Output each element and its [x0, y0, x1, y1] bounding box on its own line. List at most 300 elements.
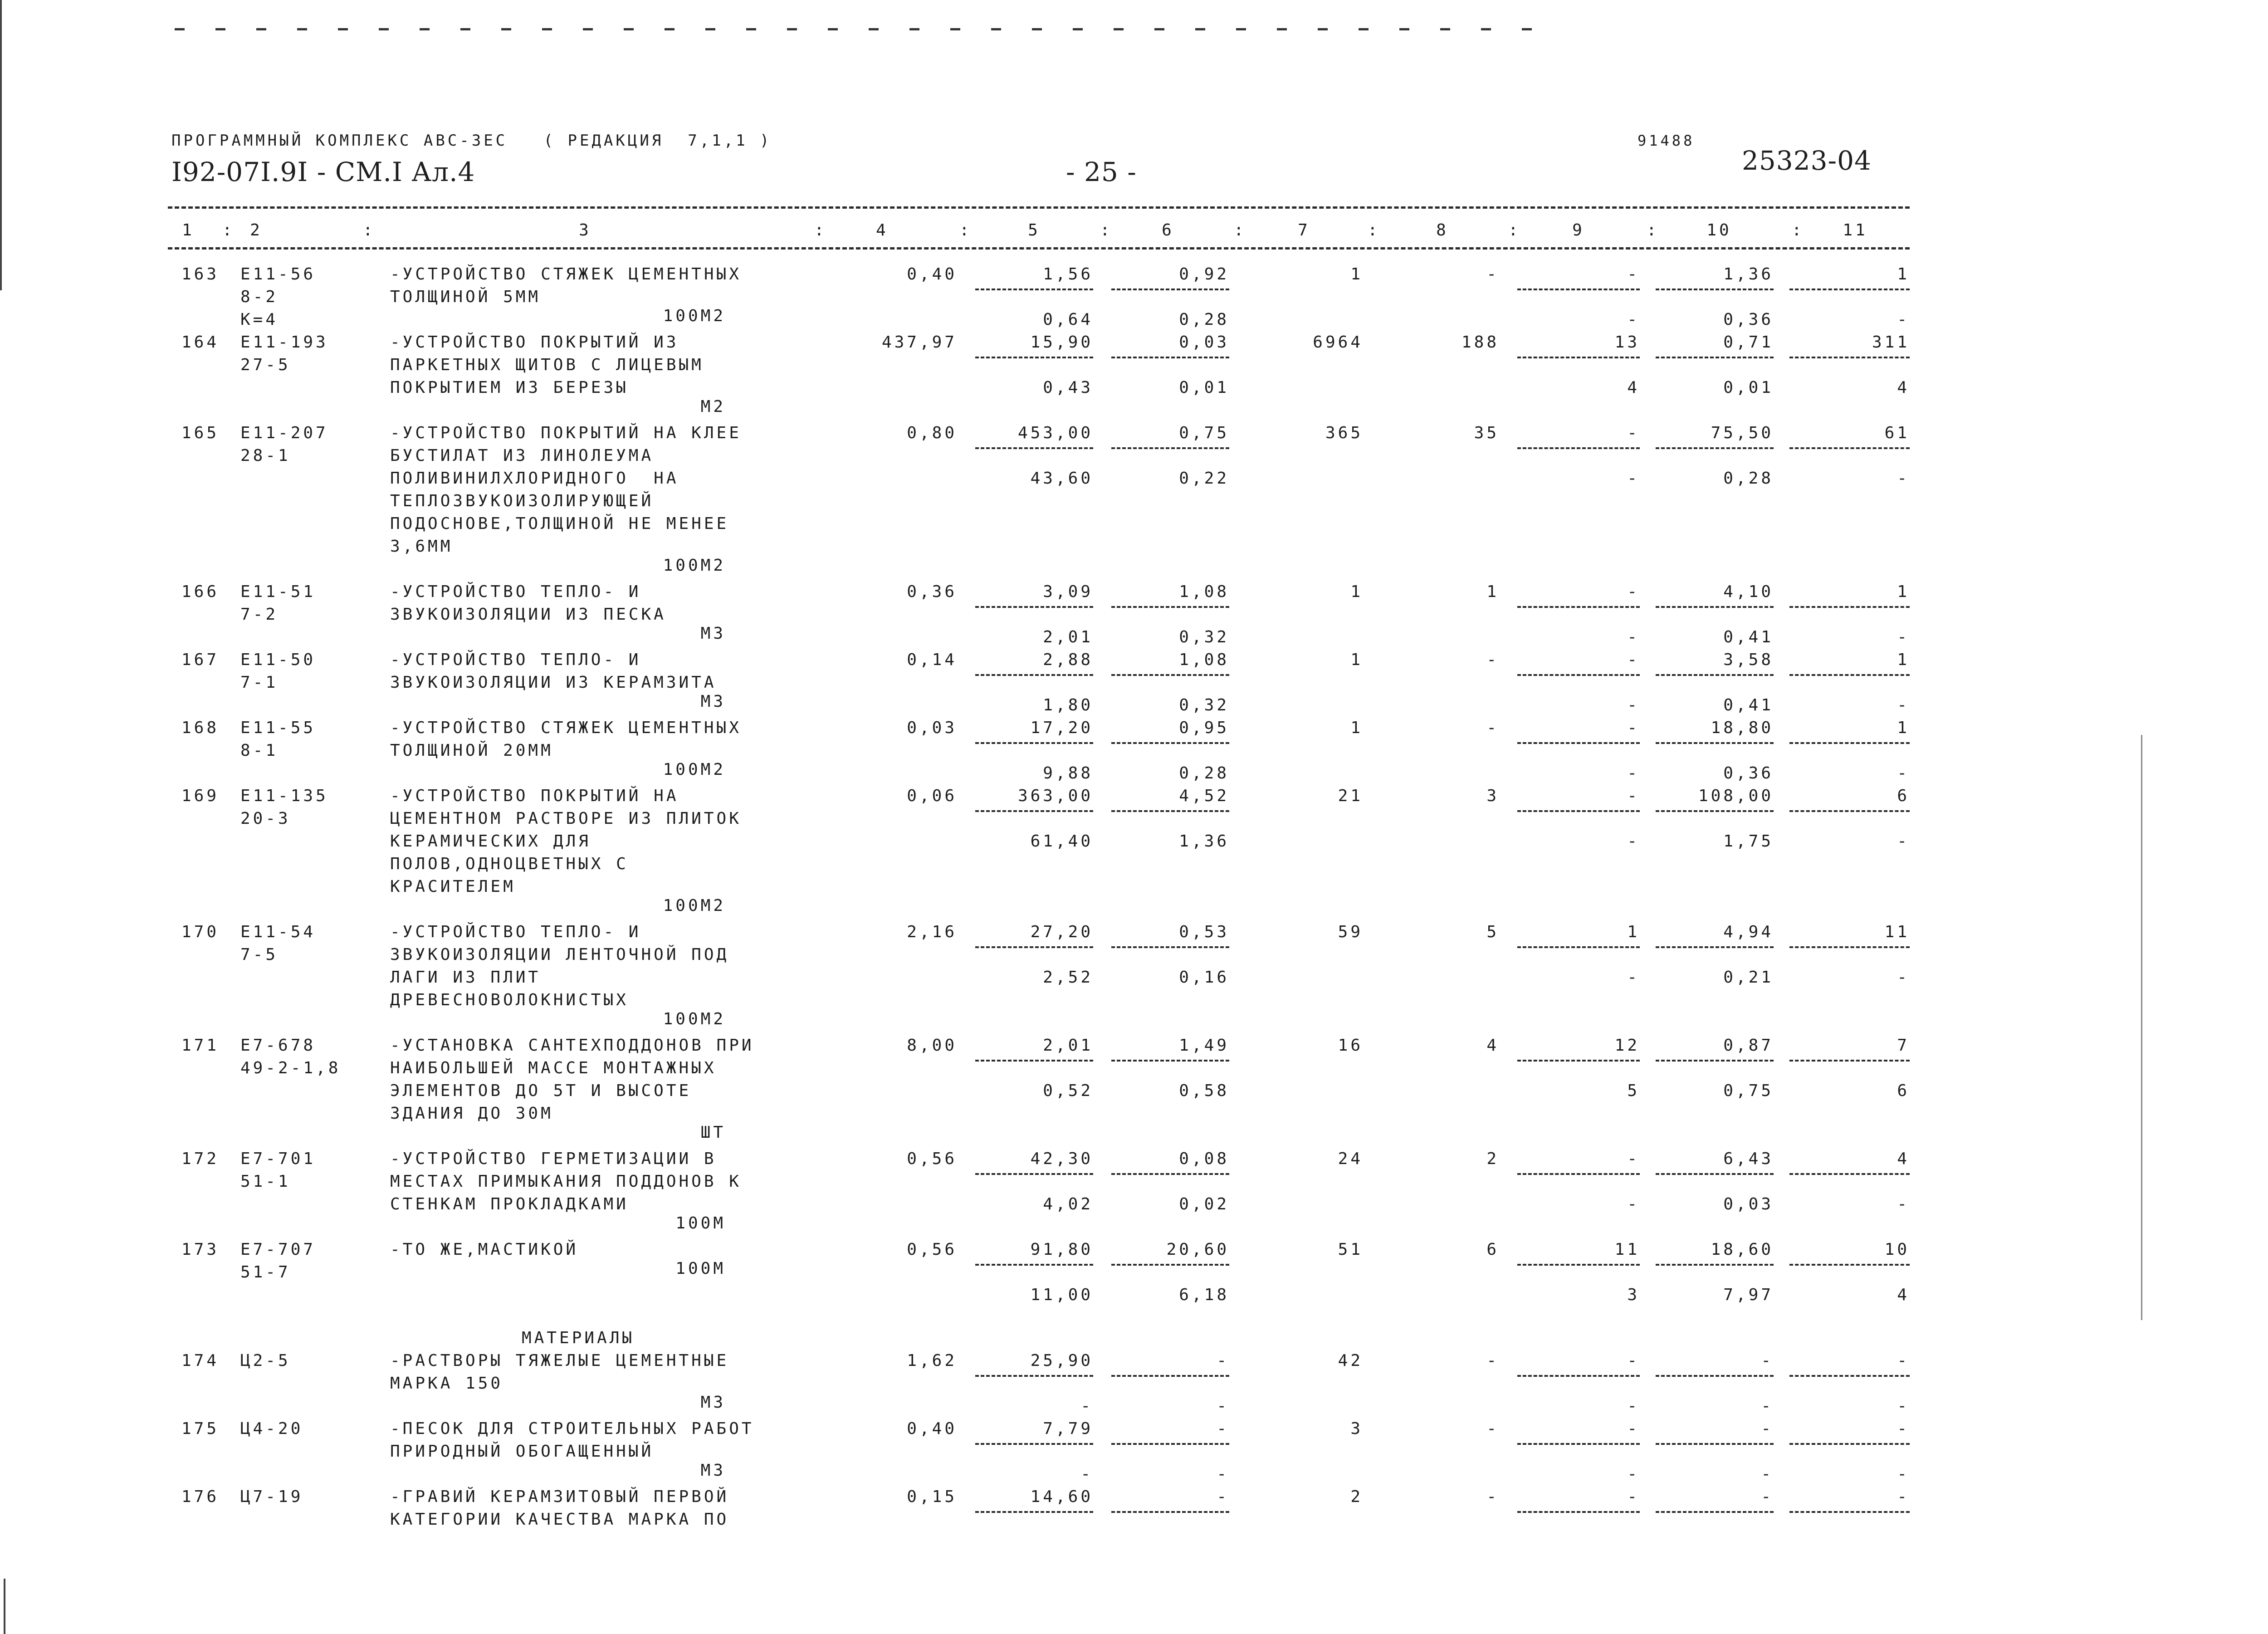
labor-hours: 18,60 — [1711, 1240, 1774, 1259]
scan-edge — [4, 1579, 5, 1634]
labor-hours: 0,75 — [1723, 1081, 1774, 1100]
unit-cost-wages: 0,32 — [1179, 628, 1229, 646]
perforation-mark — [828, 28, 838, 30]
rate-code: Е11-50 — [240, 651, 316, 669]
labor-total: 1 — [1897, 651, 1910, 669]
rate-code: Е11-51 — [240, 582, 316, 601]
work-description: ПОЛОВ,ОДНОЦВЕТНЫХ С — [390, 855, 629, 873]
labor-hours: 0,41 — [1723, 628, 1774, 646]
work-description: -УСТРОЙСТВО СТЯЖЕК ЦЕМЕНТНЫХ — [390, 265, 742, 284]
labor-total: - — [1897, 968, 1910, 987]
work-description: ТОЛЩИНОЙ 5ММ — [390, 288, 541, 306]
labor-hours: 1,36 — [1723, 265, 1774, 284]
labor-total: - — [1897, 832, 1910, 851]
cell-divider — [975, 1173, 1093, 1175]
unit-cost-total: 15,90 — [1030, 333, 1093, 352]
unit-of-measure: М3 — [700, 1393, 726, 1412]
cell-divider — [1656, 1375, 1774, 1377]
quantity: 8,00 — [907, 1036, 957, 1055]
unit-cost-wages: 0,28 — [1179, 764, 1229, 783]
labor-total: 1 — [1897, 719, 1910, 737]
perforation-mark — [746, 28, 756, 30]
column-number: 6 — [1162, 221, 1174, 240]
cell-divider — [1517, 357, 1640, 358]
cell-divider — [975, 946, 1093, 948]
quantity: 0,56 — [907, 1240, 957, 1259]
total-wages: 4 — [1486, 1036, 1499, 1055]
labor-total: - — [1897, 310, 1910, 329]
cell-divider — [1111, 289, 1229, 290]
unit-cost-total: 43,60 — [1030, 469, 1093, 488]
unit-cost-total: 7,79 — [1043, 1419, 1093, 1438]
labor-hours: 6,43 — [1723, 1150, 1774, 1168]
machine-cost: - — [1627, 310, 1640, 329]
work-description: ТОЛЩИНОЙ 20ММ — [390, 741, 553, 760]
perforation-mark — [1440, 28, 1450, 30]
unit-cost-total: 453,00 — [1017, 424, 1093, 442]
labor-hours: 18,80 — [1711, 719, 1774, 737]
row-number: 176 — [181, 1487, 220, 1506]
work-description: -УСТРОЙСТВО ТЕПЛО- И — [390, 651, 641, 669]
labor-hours: 108,00 — [1698, 787, 1774, 805]
work-description: КАТЕГОРИИ КАЧЕСТВА МАРКА ПО — [390, 1510, 729, 1529]
work-description: ПОЛИВИНИЛХЛОРИДНОГО НА — [390, 469, 679, 488]
labor-total: - — [1897, 1487, 1910, 1506]
cell-divider — [1789, 1511, 1910, 1513]
cell-divider — [1517, 1375, 1640, 1377]
cell-divider — [1111, 946, 1229, 948]
cell-divider — [1517, 674, 1640, 676]
unit-cost-total: 0,43 — [1043, 378, 1093, 397]
cell-divider — [1111, 742, 1229, 744]
labor-total: - — [1897, 469, 1910, 488]
unit-of-measure: М3 — [700, 624, 726, 643]
column-number: 8 — [1436, 221, 1449, 240]
work-description: КРАСИТЕЛЕМ — [390, 877, 516, 896]
unit-cost-total: 2,52 — [1043, 968, 1093, 987]
unit-cost-wages: 1,08 — [1179, 582, 1229, 601]
row-number: 167 — [181, 651, 220, 669]
perforation-mark — [1073, 28, 1083, 30]
perforation-mark — [1195, 28, 1205, 30]
unit-of-measure: М2 — [700, 397, 726, 416]
rate-code: Е7-701 — [240, 1150, 316, 1168]
work-description: -ПЕСОК ДЛЯ СТРОИТЕЛЬНЫХ РАБОТ — [390, 1419, 754, 1438]
labor-hours: - — [1761, 1351, 1774, 1370]
unit-cost-wages: 0,22 — [1179, 469, 1229, 488]
column-number: 9 — [1572, 221, 1585, 240]
total-cost: 16 — [1338, 1036, 1363, 1055]
perforation-mark — [1154, 28, 1164, 30]
cell-divider — [1111, 1443, 1229, 1445]
labor-total: - — [1897, 696, 1910, 714]
labor-total: 311 — [1872, 333, 1910, 352]
quantity: 1,62 — [907, 1351, 957, 1370]
total-cost: 42 — [1338, 1351, 1363, 1370]
column-number: 10 — [1706, 221, 1732, 240]
cell-divider — [1111, 1264, 1229, 1266]
unit-cost-wages: 1,36 — [1179, 832, 1229, 851]
cell-divider — [1517, 810, 1640, 812]
unit-of-measure: М3 — [700, 692, 726, 711]
total-cost: 2 — [1350, 1487, 1363, 1506]
machine-cost: - — [1627, 968, 1640, 987]
sheet-number: 91488 — [1637, 132, 1695, 149]
column-number: 11 — [1843, 221, 1868, 240]
machine-cost: 4 — [1627, 378, 1640, 397]
column-separator: : — [1647, 221, 1659, 240]
labor-total: - — [1897, 764, 1910, 783]
perforation-mark — [256, 28, 266, 30]
document-code: 25323-04 — [1742, 145, 1872, 176]
machine-cost: - — [1627, 1465, 1640, 1483]
labor-total: - — [1897, 1419, 1910, 1438]
unit-cost-total: 91,80 — [1030, 1240, 1093, 1259]
rate-code: 27-5 — [240, 356, 291, 374]
rate-code: 8-2 — [240, 288, 279, 306]
quantity: 0,36 — [907, 582, 957, 601]
perforation-mark — [379, 28, 389, 30]
column-separator: : — [363, 221, 376, 240]
cell-divider — [1656, 1443, 1774, 1445]
work-description: СТЕНКАМ ПРОКЛАДКАМИ — [390, 1195, 629, 1213]
cell-divider — [1111, 1375, 1229, 1377]
machine-cost: - — [1627, 719, 1640, 737]
total-wages: 2 — [1486, 1150, 1499, 1168]
unit-of-measure: 100М2 — [663, 760, 726, 779]
perforation-mark — [991, 28, 1001, 30]
column-separator: : — [1368, 221, 1380, 240]
machine-cost: - — [1627, 696, 1640, 714]
unit-cost-total: 61,40 — [1030, 832, 1093, 851]
quantity: 0,14 — [907, 651, 957, 669]
rate-code: Е11-193 — [240, 333, 328, 352]
work-description: ПРИРОДНЫЙ ОБОГАЩЕННЫЙ — [390, 1442, 654, 1461]
perforation-mark — [542, 28, 552, 30]
machine-cost: - — [1627, 582, 1640, 601]
unit-of-measure: 100М2 — [663, 896, 726, 915]
perforation-mark — [909, 28, 919, 30]
unit-of-measure: ШТ — [700, 1123, 726, 1142]
labor-hours: - — [1761, 1419, 1774, 1438]
row-number: 165 — [181, 424, 220, 442]
perforation-mark — [1236, 28, 1246, 30]
cell-divider — [975, 289, 1093, 290]
row-number: 170 — [181, 923, 220, 941]
unit-of-measure: 100М2 — [663, 556, 726, 575]
work-description: МАРКА 150 — [390, 1374, 503, 1393]
column-separator: : — [959, 221, 972, 240]
perforation-mark — [705, 28, 715, 30]
quantity: 0,06 — [907, 787, 957, 805]
rate-code: Е7-707 — [240, 1240, 316, 1259]
unit-cost-total: 11,00 — [1030, 1286, 1093, 1304]
cell-divider — [1656, 742, 1774, 744]
total-cost: 1 — [1350, 651, 1363, 669]
unit-cost-wages: 0,16 — [1179, 968, 1229, 987]
quantity: 0,40 — [907, 1419, 957, 1438]
total-wages: 188 — [1461, 333, 1499, 352]
unit-cost-wages: 6,18 — [1179, 1286, 1229, 1304]
cell-divider — [975, 1264, 1093, 1266]
rate-code: Е11-56 — [240, 265, 316, 284]
rate-code: 49-2-1,8 — [240, 1059, 341, 1077]
document-reference: I92-07I.9I - СМ.I Ал.4 — [171, 157, 475, 187]
work-description: -УСТРОЙСТВО ГЕРМЕТИЗАЦИИ В — [390, 1150, 717, 1168]
rate-code: Е11-54 — [240, 923, 316, 941]
work-description: МЕСТАХ ПРИМЫКАНИЯ ПОДДОНОВ К — [390, 1172, 742, 1191]
labor-hours: 0,21 — [1723, 968, 1774, 987]
unit-cost-total: 25,90 — [1030, 1351, 1093, 1370]
perforation-mark — [787, 28, 797, 30]
machine-cost: - — [1627, 1150, 1640, 1168]
unit-cost-total: 363,00 — [1017, 787, 1093, 805]
perforation-mark — [624, 28, 634, 30]
scan-edge — [0, 0, 2, 290]
rate-code: 8-1 — [240, 741, 279, 760]
machine-cost: 1 — [1627, 923, 1640, 941]
unit-cost-wages: 0,28 — [1179, 310, 1229, 329]
unit-cost-wages: - — [1217, 1397, 1229, 1415]
work-description: ПАРКЕТНЫХ ЩИТОВ С ЛИЦЕВЫМ — [390, 356, 704, 374]
labor-hours: 0,03 — [1723, 1195, 1774, 1213]
work-description: ДРЕВЕСНОВОЛОКНИСТЫХ — [390, 991, 629, 1009]
column-separator: : — [1508, 221, 1521, 240]
labor-hours: 7,97 — [1723, 1286, 1774, 1304]
total-cost: 21 — [1338, 787, 1363, 805]
work-description: -УСТРОЙСТВО ПОКРЫТИЙ НА КЛЕЕ — [390, 424, 742, 442]
labor-hours: 75,50 — [1711, 424, 1774, 442]
labor-total: 61 — [1884, 424, 1910, 442]
work-description: -ТО ЖЕ,МАСТИКОЙ — [390, 1240, 579, 1259]
perforation-mark — [1522, 28, 1532, 30]
unit-cost-total: 27,20 — [1030, 923, 1093, 941]
column-separator: : — [1792, 221, 1804, 240]
unit-cost-wages: 0,32 — [1179, 696, 1229, 714]
machine-cost: - — [1627, 265, 1640, 284]
quantity: 0,03 — [907, 719, 957, 737]
labor-total: 4 — [1897, 1150, 1910, 1168]
total-wages: 1 — [1486, 582, 1499, 601]
column-separator: : — [814, 221, 827, 240]
unit-cost-total: 9,88 — [1043, 764, 1093, 783]
machine-cost: - — [1627, 1397, 1640, 1415]
unit-cost-wages: 0,08 — [1179, 1150, 1229, 1168]
cell-divider — [1517, 606, 1640, 608]
cell-divider — [1789, 289, 1910, 290]
machine-cost: - — [1627, 424, 1640, 442]
work-description: БУСТИЛАТ ИЗ ЛИНОЛЕУМА — [390, 446, 654, 465]
unit-of-measure: 100М — [675, 1214, 726, 1233]
program-header: ПРОГРАММНЫЙ КОМПЛЕКС АВС-ЗЕС ( РЕДАКЦИЯ 7,1,1 ) — [171, 132, 772, 150]
work-description: -УСТРОЙСТВО ПОКРЫТИЙ НА — [390, 787, 679, 805]
unit-of-measure: 100М2 — [663, 307, 726, 325]
cell-divider — [1656, 1173, 1774, 1175]
cell-divider — [1111, 1173, 1229, 1175]
perforation-mark — [1318, 28, 1328, 30]
perforation-mark — [297, 28, 307, 30]
row-number: 164 — [181, 333, 220, 352]
cell-divider — [1111, 606, 1229, 608]
cell-divider — [975, 447, 1093, 449]
total-wages: - — [1486, 1351, 1499, 1370]
unit-cost-wages: 0,58 — [1179, 1081, 1229, 1100]
work-description: -ГРАВИЙ КЕРАМЗИТОВЫЙ ПЕРВОЙ — [390, 1487, 729, 1506]
perforation-mark — [501, 28, 511, 30]
unit-cost-total: 42,30 — [1030, 1150, 1093, 1168]
unit-cost-wages: 0,75 — [1179, 424, 1229, 442]
quantity: 2,16 — [907, 923, 957, 941]
cell-divider — [1789, 742, 1910, 744]
cell-divider — [975, 674, 1093, 676]
cell-divider — [1656, 357, 1774, 358]
labor-hours: 0,28 — [1723, 469, 1774, 488]
perforation-mark — [215, 28, 225, 30]
perforation-mark — [338, 28, 348, 30]
work-description: 3,6ММ — [390, 537, 453, 556]
machine-cost: - — [1627, 628, 1640, 646]
perforation-mark — [869, 28, 879, 30]
unit-cost-total: 1,80 — [1043, 696, 1093, 714]
rate-code: Ц2-5 — [240, 1351, 291, 1370]
cell-divider — [1656, 289, 1774, 290]
total-cost: 1 — [1350, 719, 1363, 737]
cell-divider — [1789, 1060, 1910, 1062]
row-number: 168 — [181, 719, 220, 737]
quantity: 0,56 — [907, 1150, 957, 1168]
unit-cost-wages: - — [1217, 1465, 1229, 1483]
perforation-mark — [1114, 28, 1124, 30]
cell-divider — [1656, 447, 1774, 449]
labor-total: - — [1897, 628, 1910, 646]
labor-total: 1 — [1897, 582, 1910, 601]
cell-divider — [1517, 742, 1640, 744]
cell-divider — [1789, 447, 1910, 449]
table-top-rule — [168, 206, 1910, 209]
rate-code: 7-2 — [240, 605, 279, 624]
machine-cost: 5 — [1627, 1081, 1640, 1100]
work-description: КЕРАМИЧЕСКИХ ДЛЯ — [390, 832, 591, 851]
machine-cost: 3 — [1627, 1286, 1640, 1304]
work-description: -УСТАНОВКА САНТЕХПОДДОНОВ ПРИ — [390, 1036, 754, 1055]
work-description: ЗДАНИЯ ДО 30М — [390, 1104, 553, 1123]
cell-divider — [975, 742, 1093, 744]
work-description: ТЕПЛОЗВУКОИЗОЛИРУЮЩЕЙ — [390, 492, 654, 510]
work-description: ЗВУКОИЗОЛЯЦИИ ЛЕНТОЧНОЙ ПОД — [390, 945, 729, 964]
cell-divider — [1656, 810, 1774, 812]
rate-code: 20-3 — [240, 809, 291, 828]
unit-cost-wages: - — [1217, 1351, 1229, 1370]
cell-divider — [1656, 946, 1774, 948]
cell-divider — [1789, 946, 1910, 948]
total-cost: 24 — [1338, 1150, 1363, 1168]
labor-total: 1 — [1897, 265, 1910, 284]
row-number: 174 — [181, 1351, 220, 1370]
unit-cost-total: 1,56 — [1043, 265, 1093, 284]
labor-hours: 0,01 — [1723, 378, 1774, 397]
unit-cost-total: 0,64 — [1043, 310, 1093, 329]
work-description: -УСТРОЙСТВО ТЕПЛО- И — [390, 582, 641, 601]
cell-divider — [1789, 606, 1910, 608]
unit-of-measure: 100М2 — [663, 1010, 726, 1028]
unit-cost-total: 3,09 — [1043, 582, 1093, 601]
cell-divider — [1789, 1264, 1910, 1266]
work-description: -УСТРОЙСТВО ПОКРЫТИЙ ИЗ — [390, 333, 679, 352]
cell-divider — [975, 1375, 1093, 1377]
labor-total: 10 — [1884, 1240, 1910, 1259]
unit-cost-total: 17,20 — [1030, 719, 1093, 737]
cell-divider — [1789, 674, 1910, 676]
page-number: - 25 - — [1066, 157, 1137, 187]
work-description: -УСТРОЙСТВО ТЕПЛО- И — [390, 923, 641, 941]
rate-code: 51-7 — [240, 1263, 291, 1282]
cell-divider — [1517, 946, 1640, 948]
cell-divider — [1789, 1173, 1910, 1175]
work-description: ЗВУКОИЗОЛЯЦИИ ИЗ КЕРАМЗИТА — [390, 673, 717, 692]
quantity: 0,40 — [907, 265, 957, 284]
unit-cost-wages: 0,92 — [1179, 265, 1229, 284]
unit-cost-total: 14,60 — [1030, 1487, 1093, 1506]
labor-hours: 4,94 — [1723, 923, 1774, 941]
unit-cost-wages: 0,03 — [1179, 333, 1229, 352]
perforation-mark — [420, 28, 430, 30]
rate-code: 51-1 — [240, 1172, 291, 1191]
cell-divider — [1517, 1264, 1640, 1266]
machine-cost: 12 — [1614, 1036, 1640, 1055]
total-cost: 51 — [1338, 1240, 1363, 1259]
column-number: 1 — [182, 221, 195, 240]
total-cost: 3 — [1350, 1419, 1363, 1438]
work-description: ЛАГИ ИЗ ПЛИТ — [390, 968, 541, 987]
rate-code: К=4 — [240, 310, 279, 329]
labor-hours: 0,36 — [1723, 764, 1774, 783]
rate-code: 28-1 — [240, 446, 291, 465]
total-cost: 6964 — [1313, 333, 1363, 352]
total-wages: - — [1486, 1487, 1499, 1506]
unit-cost-wages: 0,53 — [1179, 923, 1229, 941]
unit-cost-total: 2,01 — [1043, 1036, 1093, 1055]
machine-cost: 11 — [1614, 1240, 1640, 1259]
rate-code: Е11-135 — [240, 787, 328, 805]
row-number: 175 — [181, 1419, 220, 1438]
unit-cost-total: 0,52 — [1043, 1081, 1093, 1100]
unit-cost-wages: 20,60 — [1166, 1240, 1229, 1259]
cell-divider — [1517, 1060, 1640, 1062]
machine-cost: - — [1627, 764, 1640, 783]
row-number: 172 — [181, 1150, 220, 1168]
cell-divider — [1789, 810, 1910, 812]
machine-cost: - — [1627, 1419, 1640, 1438]
column-number: 5 — [1028, 221, 1041, 240]
cell-divider — [1789, 1443, 1910, 1445]
cell-divider — [975, 357, 1093, 358]
perforation-mark — [1032, 28, 1042, 30]
labor-total: - — [1897, 1351, 1910, 1370]
column-separator: : — [222, 221, 235, 240]
column-number: 3 — [579, 221, 591, 240]
quantity: 0,15 — [907, 1487, 957, 1506]
labor-total: 7 — [1897, 1036, 1910, 1055]
unit-of-measure: М3 — [700, 1461, 726, 1480]
total-wages: 6 — [1486, 1240, 1499, 1259]
machine-cost: - — [1627, 469, 1640, 488]
labor-hours: - — [1761, 1465, 1774, 1483]
perforation-mark — [950, 28, 960, 30]
row-number: 169 — [181, 787, 220, 805]
perforation-mark — [1359, 28, 1369, 30]
total-cost: 1 — [1350, 265, 1363, 284]
cell-divider — [1656, 674, 1774, 676]
